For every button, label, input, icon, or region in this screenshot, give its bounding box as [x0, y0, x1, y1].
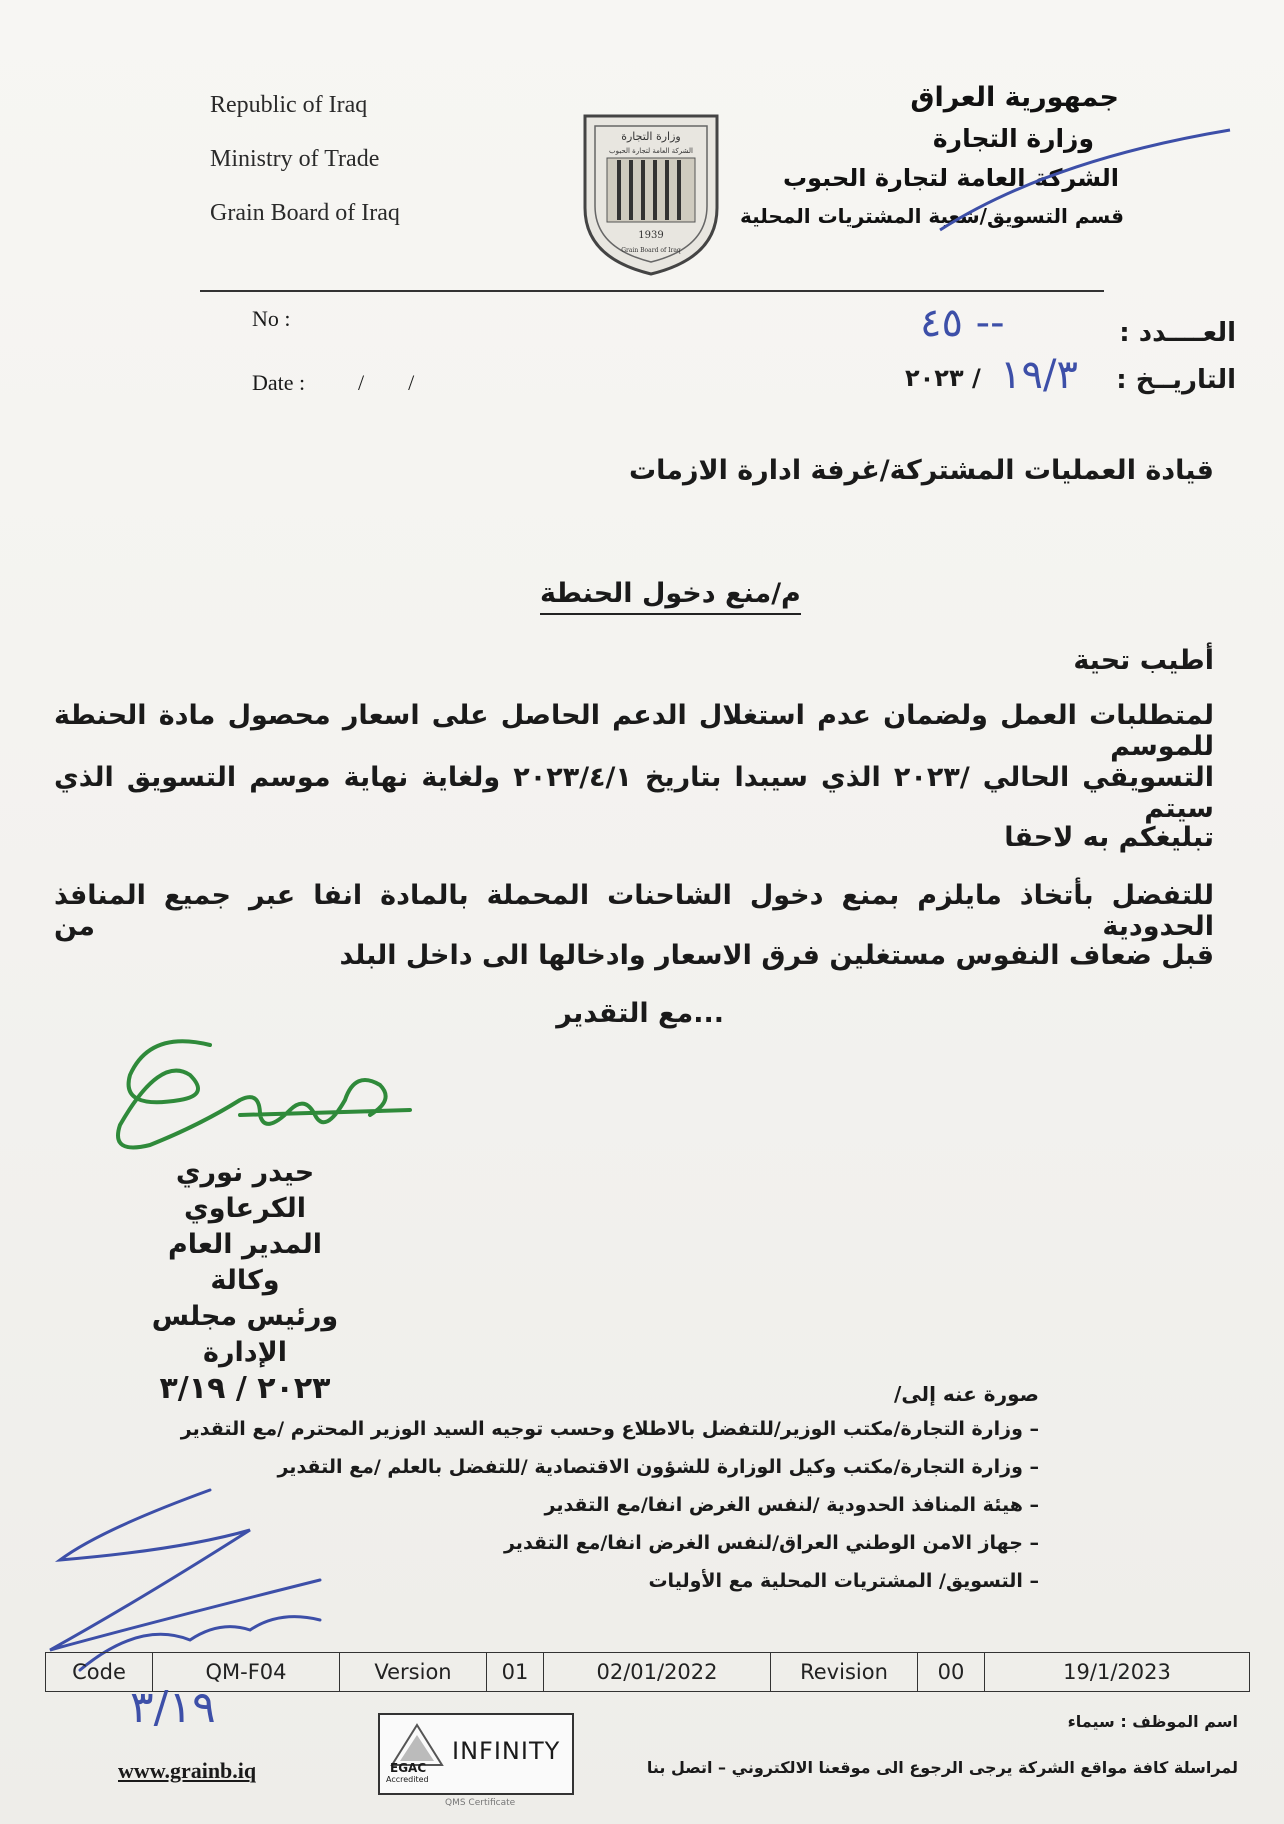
- footer-version-label: Version: [340, 1653, 487, 1692]
- date-label-en: Date :: [252, 370, 306, 395]
- closing: ...مع التقدير: [556, 998, 724, 1029]
- header-ar-ministry: وزارة التجارة: [932, 124, 1094, 153]
- cc-heading: صورة عنه إلى/: [894, 1382, 1039, 1406]
- infinity-label: INFINITY: [452, 1737, 561, 1765]
- signatory-title-1: المدير العام وكالة: [168, 1229, 322, 1296]
- egac-sub-label: Accredited: [386, 1775, 429, 1784]
- subject: م/منع دخول الحنطة: [540, 578, 801, 615]
- logo-sub-text: الشركة العامة لتجارة الحبوب: [609, 147, 693, 155]
- date-slashes-en: / /: [358, 370, 415, 395]
- footer-version-value: 01: [487, 1653, 544, 1692]
- greeting: أطيب تحية: [1073, 645, 1214, 676]
- addressee: قيادة العمليات المشتركة/غرفة ادارة الازمات: [628, 455, 1214, 486]
- footer-code-label: Code: [46, 1653, 153, 1692]
- cc-item-5: – التسويق/ المشتريات المحلية مع الأوليات: [648, 1570, 1039, 1592]
- header-pen-stroke: [930, 120, 1250, 260]
- no-value-handwritten: ٤٥ --: [920, 300, 1005, 346]
- signatory-date: [130, 1371, 360, 1407]
- signatory-block: [130, 1155, 360, 1407]
- body-line-1: لمتطلبات العمل ولضمان عدم استغلال الدعم الحاصل على اسعار محصول مادة الحنطة للموسم: [54, 700, 1214, 762]
- footer-revision-value: 00: [918, 1653, 985, 1692]
- logo-bottom-text: Grain Board of Iraq: [621, 247, 681, 254]
- egac-certification-badge: [378, 1713, 574, 1795]
- no-label-ar: العــــدد :: [1119, 318, 1236, 348]
- cc-item-4: – جهاز الامن الوطني العراق/لنفس الغرض انفا/مع التقدير: [503, 1532, 1039, 1554]
- signatory-title-2: ورئيس مجلس الإدارة: [151, 1301, 339, 1368]
- cc-item-1: – وزارة التجارة/مكتب الوزير/للتفضل بالاطلاع وحسب توجيه السيد الوزير المحترم /مع التقدير: [180, 1418, 1039, 1440]
- footer-employee: اسم الموظف : سيماء: [1067, 1712, 1238, 1731]
- date-year: ٢٠٢٣ /: [905, 364, 981, 392]
- footer-doc-control-table: [45, 1652, 1250, 1692]
- date-day-month-handwritten: ١٩/٣: [1000, 352, 1078, 398]
- signature-green: [90, 1015, 420, 1165]
- body-line-3: تبليغكم به لاحقا: [1004, 822, 1214, 853]
- footer-revision-date: 19/1/2023: [985, 1653, 1250, 1692]
- body-line-2: التسويقي الحالي /٢٠٢٣ الذي سيبدا بتاريخ ٢٠٢٣/٤/١ ولغاية نهاية موسم التسويق الذي سيتم: [54, 762, 1215, 824]
- qms-certificate-label: QMS Certificate: [445, 1798, 516, 1808]
- logo-year: 1939: [638, 230, 664, 241]
- header-en-ministry: Ministry of Trade: [210, 146, 380, 172]
- header-en-company: Grain Board of Iraq: [210, 200, 400, 226]
- header-ar-department: قسم التسويق/شعبة المشتريات المحلية: [739, 204, 1124, 228]
- egac-label: EGAC: [390, 1761, 427, 1775]
- footer-code-value: QM-F04: [153, 1653, 340, 1692]
- footer-version-date: 02/01/2022: [544, 1653, 771, 1692]
- cc-item-2: – وزارة التجارة/مكتب وكيل الوزارة للشؤون الاقتصادية /للتفضل بالعلم /مع التقدير: [277, 1456, 1039, 1478]
- header-ar-company: الشركة العامة لتجارة الحبوب: [783, 164, 1119, 192]
- no-label-en: No :: [252, 306, 291, 331]
- logo-top-text: وزارة التجارة: [621, 130, 681, 143]
- header-divider: [200, 290, 1104, 292]
- header-ar-country: جمهورية العراق: [910, 82, 1119, 113]
- handwritten-date-bottom: ٣/١٩: [130, 1682, 216, 1733]
- ministry-logo: [575, 108, 727, 278]
- header-en-country: Republic of Iraq: [210, 92, 368, 118]
- footer-contact-note: لمراسلة كافة مواقع الشركة يرجى الرجوع الى موقعنا الالكتروني – اتصل بنا: [646, 1758, 1238, 1777]
- footer-revision-label: Revision: [771, 1653, 918, 1692]
- body-line-5: قبل ضعاف النفوس مستغلين فرق الاسعار وادخالها الى داخل البلد: [339, 940, 1214, 971]
- signatory-name: حيدر نوري الكرعاوي: [175, 1157, 315, 1224]
- date-label-ar: التاريــخ :: [1116, 365, 1236, 395]
- body-line-4: للتفضل بأتخاذ مايلزم بمنع دخول الشاحنات المحملة بالمادة انفا عبر جميع المنافذ الحدودية من: [54, 880, 1214, 942]
- signatory-date-text: ٢٠٢٣ / ٣/١٩: [159, 1371, 331, 1406]
- cc-item-3: – هيئة المنافذ الحدودية /لنفس الغرض انفا/مع التقدير: [544, 1494, 1039, 1516]
- footer-website-link[interactable]: www.grainb.iq: [118, 1758, 257, 1783]
